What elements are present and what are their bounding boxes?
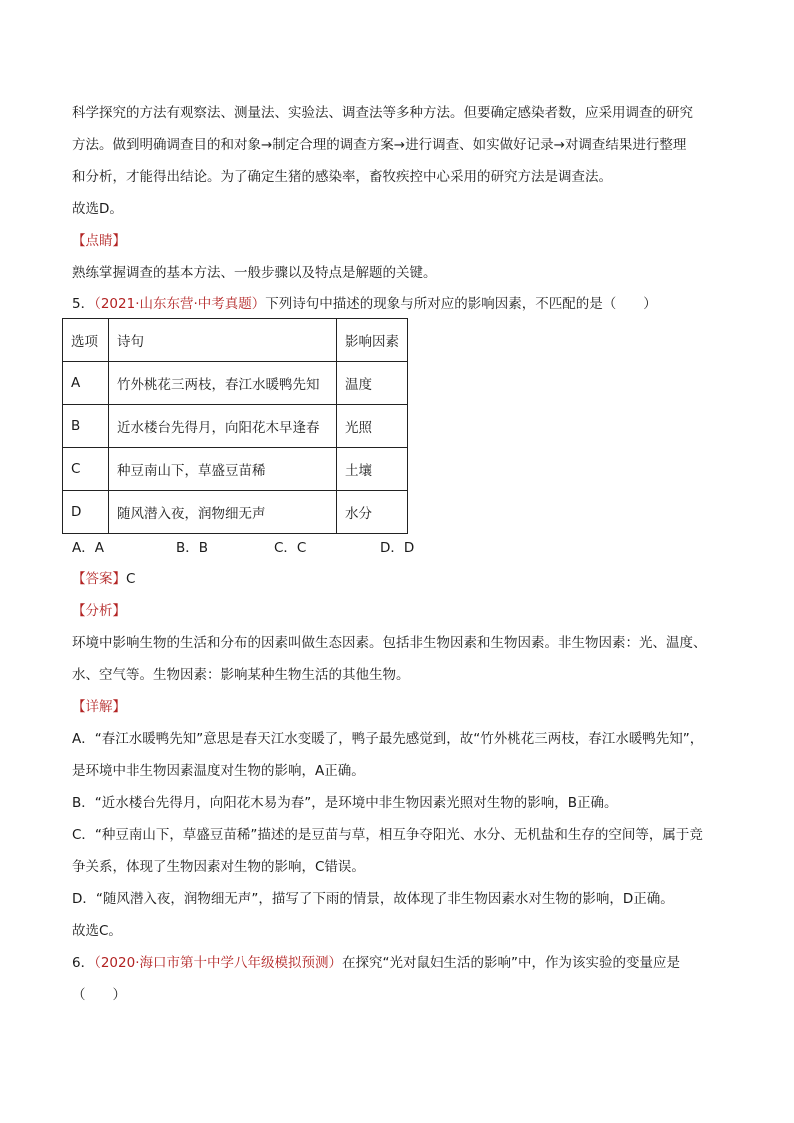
dianjing-tag: 【点睛】 (72, 233, 126, 249)
intro-paragraph (72, 97, 732, 289)
table-row (63, 448, 408, 491)
question-5-text: 下列诗句中描述的现象与所对应的影响因素，不匹配的是（ ） (265, 296, 657, 312)
table-row (63, 491, 408, 534)
question-5-line (72, 288, 732, 320)
answer-tag: 【答案】 (72, 571, 126, 587)
table-cell: 竹外桃花三两枝，春江水暖鸭先知 (109, 362, 337, 405)
question-5-stem (72, 288, 732, 320)
table-cell: 随风潜入夜，润物细无声 (109, 491, 337, 534)
question-5-source: （2021·山东东营·中考真题） (94, 296, 266, 312)
analysis-line: 水、空气等。生物因素：影响某种生物生活的其他生物。 (72, 667, 410, 683)
detail-line: A．“春江水暖鸭先知”意思是春天江水变暖了，鸭子最先感觉到，故“竹外桃花三两枝，春江水暖鸭先知”， (72, 731, 704, 747)
intro-line: 和分析，才能得出结论。为了确定生猪的感染率，畜牧疾控中心采用的研究方法是调查法。 (72, 169, 612, 185)
table-row (63, 362, 408, 405)
detail-line: D．“随风潜入夜，润物细无声”，描写了下雨的情景，故体现了非生物因素水对生物的影响，D正确。 (72, 891, 674, 907)
detail-tag: 【详解】 (72, 699, 126, 715)
detail-line: C．“种豆南山下，草盛豆苗稀”描述的是豆苗与草，相互争夺阳光、水分、无机盐和生存的空间等，属于竞 (72, 827, 703, 843)
options-table (62, 318, 408, 534)
analysis-tag: 【分析】 (72, 603, 126, 619)
table-header-cell: 影响因素 (337, 319, 408, 362)
table-row (63, 405, 408, 448)
answer-value: C (126, 571, 136, 587)
table-header-cell: 选项 (63, 319, 109, 362)
choice-c: C．C (274, 540, 307, 556)
table-cell: C (63, 448, 109, 491)
choice-a: A．A (72, 540, 104, 556)
intro-conclusion: 故选D。 (72, 201, 123, 217)
intro-line: 科学探究的方法有观察法、测量法、实验法、调查法等多种方法。但要确定感染者数，应采用调查的研究 (72, 105, 693, 121)
question-6-number: 6． (72, 955, 95, 971)
intro-line: 方法。做到明确调查目的和对象→制定合理的调查方案→进行调查、如实做好记录→对调查结果进行整理 (72, 137, 687, 153)
dianjing-text: 熟练掌握调查的基本方法、一般步骤以及特点是解题的关键。 (72, 265, 437, 281)
detail-conclusion: 故选C。 (72, 923, 122, 939)
question-5-solution (72, 563, 732, 1011)
detail-line: 争关系，体现了生物因素对生物的影响，C错误。 (72, 859, 365, 875)
question-6-blank: （ ） (72, 987, 126, 1003)
table-cell: 种豆南山下，草盛豆苗稀 (109, 448, 337, 491)
table-cell: D (63, 491, 109, 534)
question-6-source: （2020·海口市第十中学八年级模拟预测） (94, 955, 342, 971)
detail-line: 是环境中非生物因素温度对生物的影响，A正确。 (72, 763, 365, 779)
question-5-number: 5． (72, 296, 95, 312)
choice-b: B．B (176, 540, 209, 556)
detail-line: B．“近水楼台先得月，向阳花木易为春”，是环境中非生物因素光照对生物的影响，B正确。 (72, 795, 618, 811)
table-cell: A (63, 362, 109, 405)
table-header-row (63, 319, 408, 362)
table-cell: 近水楼台先得月，向阳花木早逢春 (109, 405, 337, 448)
analysis-line: 环境中影响生物的生活和分布的因素叫做生态因素。包括非生物因素和生物因素。非生物因素：光、温度、 (72, 635, 707, 651)
table-cell: 水分 (337, 491, 408, 534)
table-cell: 温度 (337, 362, 408, 405)
table-cell: 土壤 (337, 448, 408, 491)
answer-choices (72, 537, 492, 559)
table-cell: B (63, 405, 109, 448)
question-6-text: 在探究“光对鼠妇生活的影响”中，作为该实验的变量应是 (342, 955, 680, 971)
choice-d: D．D (380, 540, 415, 556)
question-6-line (72, 947, 732, 979)
table-header-cell: 诗句 (109, 319, 337, 362)
table-cell: 光照 (337, 405, 408, 448)
answer-line (72, 563, 732, 595)
